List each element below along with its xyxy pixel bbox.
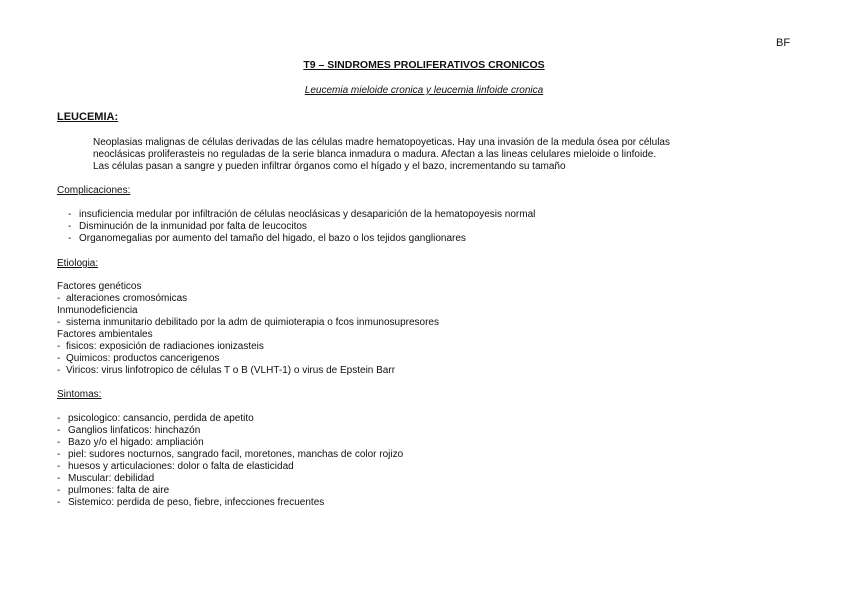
list-item: - Organomegalias por aumento del tamaño del higado, el bazo o los tejidos ganglionares xyxy=(68,233,466,244)
intro-line: Neoplasias malignas de células derivadas de las células madre hematopoyeticas. Hay una invasión de la medula ósea por células xyxy=(93,137,670,148)
leucemia-intro-paragraph xyxy=(93,137,793,173)
etiologia-factor-line: Factores genéticos xyxy=(57,281,142,292)
etiologia-detail-line: - sistema inmunitario debilitado por la adm de quimioterapia o fcos inmunosupresores xyxy=(57,317,439,328)
author-initials: BF xyxy=(776,37,791,49)
etiologia-detail-line: - alteraciones cromosómicas xyxy=(57,293,188,304)
complicaciones-heading: Complicaciones: xyxy=(57,185,131,196)
etiologia-detail-line: - Viricos: virus linfotropico de células T o B (VLHT-1) o virus de Epstein Barr xyxy=(57,365,396,376)
etiologia-detail-line: - Quimicos: productos cancerigenos xyxy=(57,353,220,364)
list-item: - Bazo y/o el higado: ampliación xyxy=(57,437,204,448)
list-item: - huesos y articulaciones: dolor o falta de elasticidad xyxy=(57,461,294,472)
list-item: - piel: sudores nocturnos, sangrado facil, moretones, manchas de color rojizo xyxy=(57,449,404,460)
list-item: - Disminución de la inmunidad por falta de leucocitos xyxy=(68,221,307,232)
list-item: - Muscular: debilidad xyxy=(57,473,155,484)
etiologia-heading: Etiologia: xyxy=(57,258,99,269)
list-item: - Ganglios linfaticos: hinchazón xyxy=(57,425,201,436)
document-title: T9 – SINDROMES PROLIFERATIVOS CRONICOS xyxy=(303,59,545,71)
leucemia-heading: LEUCEMIA: xyxy=(57,111,119,123)
complicaciones-list xyxy=(57,209,535,245)
etiologia-factor-line: Factores ambientales xyxy=(57,329,153,340)
list-item: - Sistemico: perdida de peso, fiebre, infecciones frecuentes xyxy=(57,497,325,508)
etiologia-list xyxy=(57,281,439,377)
sintomas-heading: Sintomas: xyxy=(57,389,102,400)
etiologia-factor-line: Inmunodeficiencia xyxy=(57,305,138,316)
list-item: - pulmones: falta de aire xyxy=(57,485,170,496)
sintomas-list xyxy=(57,413,403,509)
etiologia-detail-line: - fisicos: exposición de radiaciones ionizasteis xyxy=(57,341,264,352)
list-item: - psicologico: cansancio, perdida de apetito xyxy=(57,413,254,424)
intro-line: Las células pasan a sangre y pueden infiltrar órganos como el hígado y el bazo, incrementando su tamaño xyxy=(93,161,566,172)
intro-line: neoclásicas proliferasteis no reguladas de la serie blanca inmadura o madura. Afectan a las lineas celulares mieloide o linfoide. xyxy=(93,149,657,160)
list-item: - insuficiencia medular por infiltración de células neoclásicas y desaparición de la hematopoyesis normal xyxy=(68,209,536,220)
document-subtitle: Leucemia mieloide cronica y leucemia linfoide cronica xyxy=(304,85,544,96)
